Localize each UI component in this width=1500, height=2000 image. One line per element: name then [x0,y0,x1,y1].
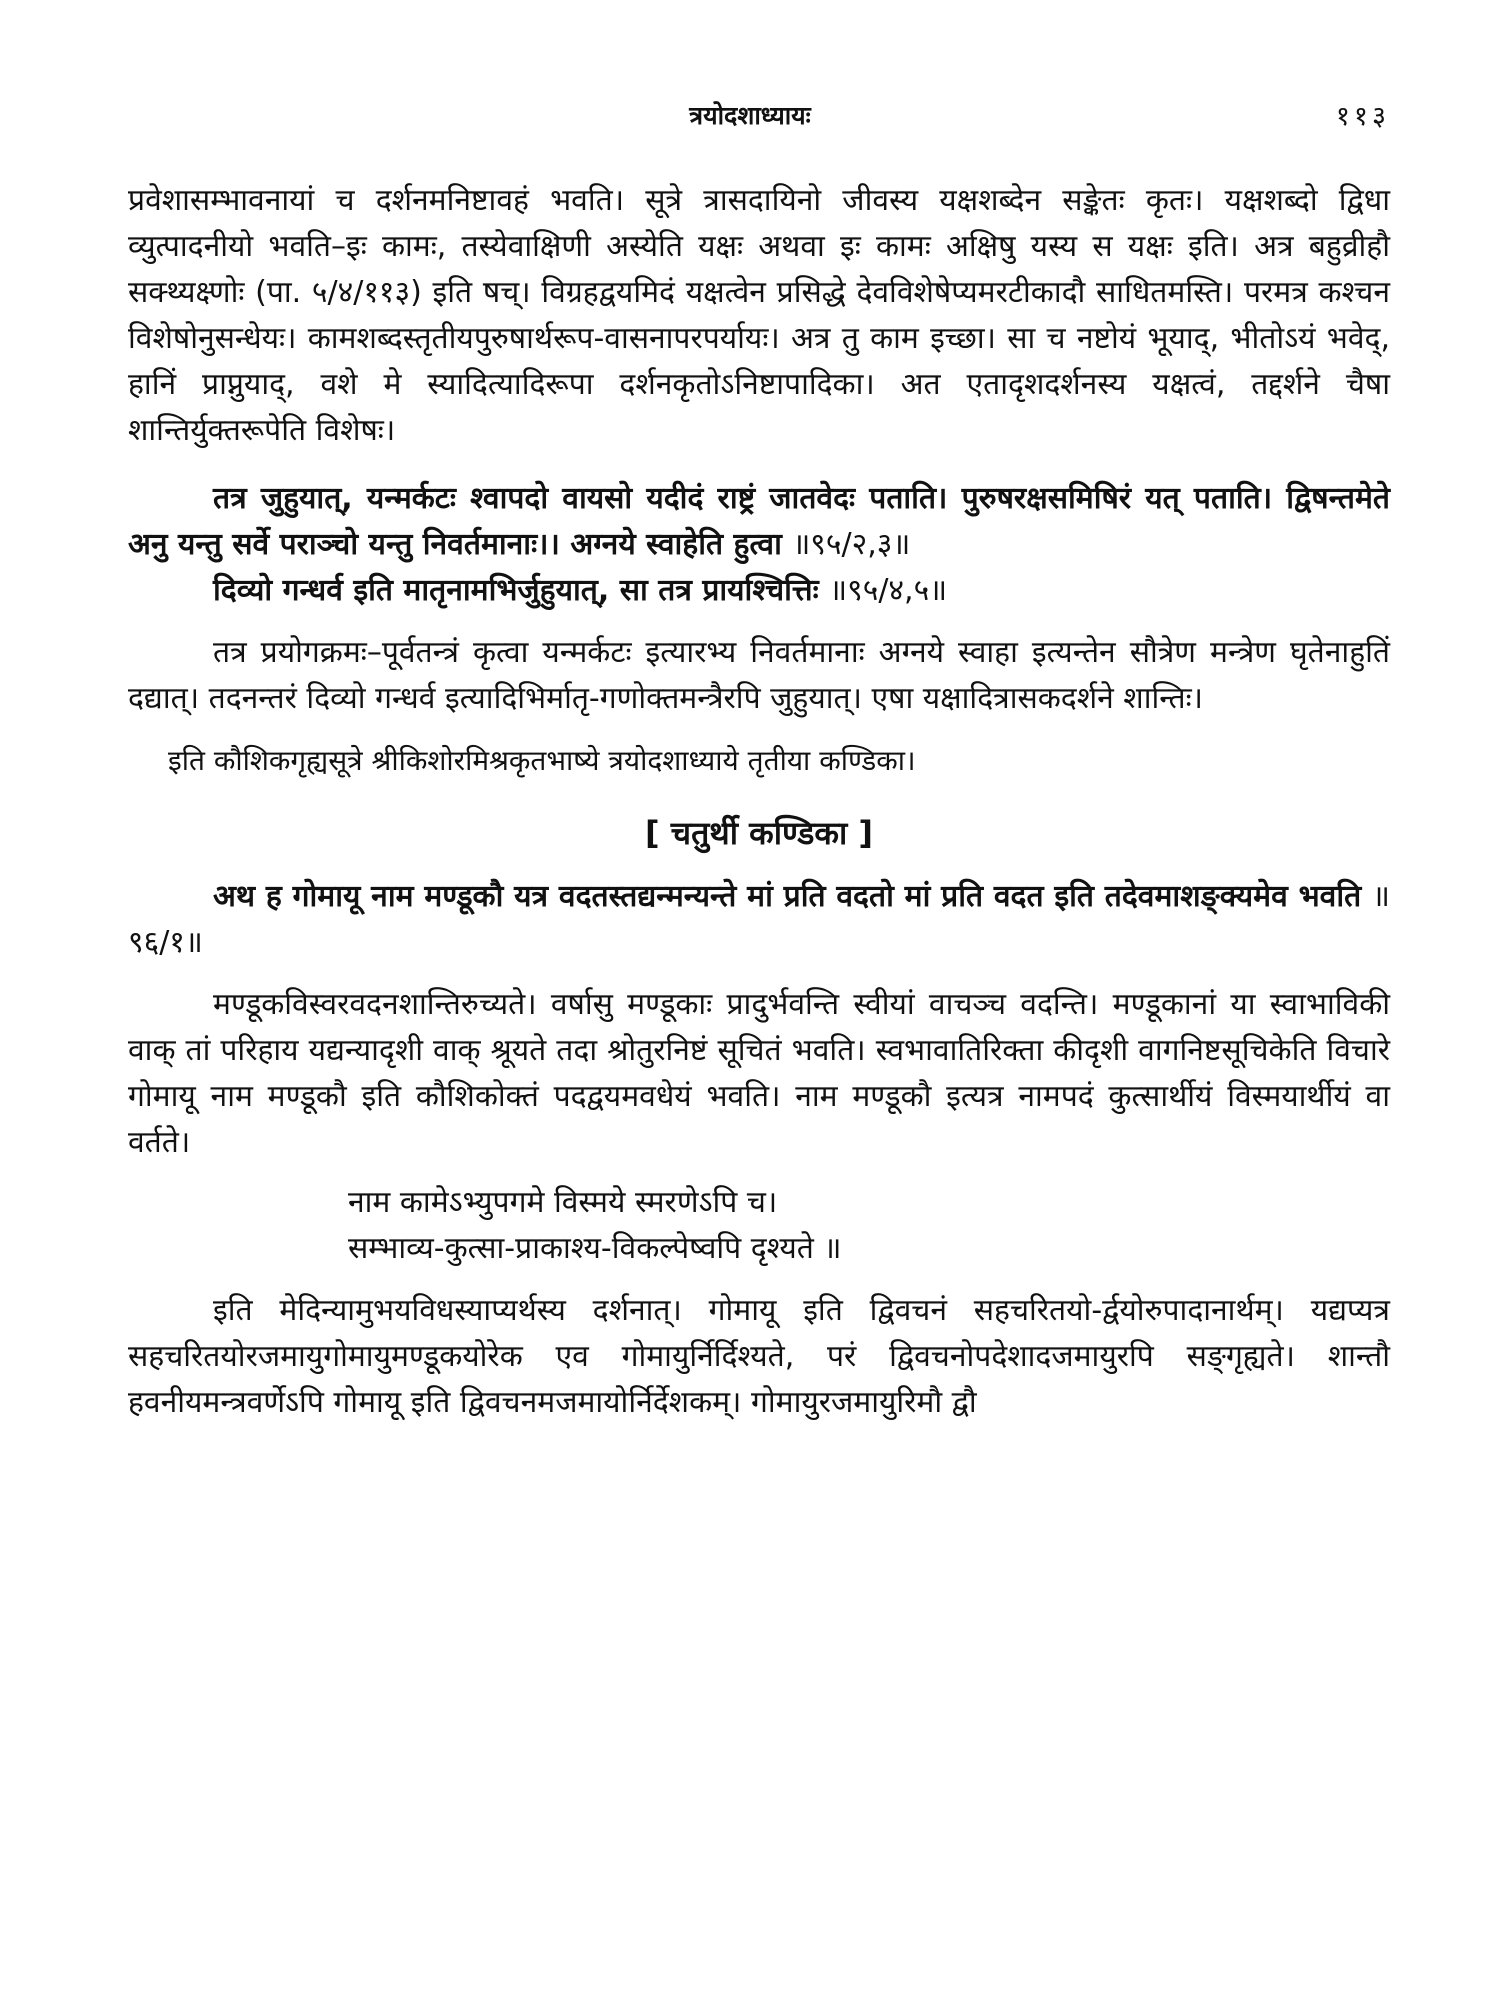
section-colophon: इति कौशिकगृह्यसूत्रे श्रीकिशोरमिश्रकृतभाष्ये त्रयोदशाध्याये तृतीया कण्डिका। [168,744,916,777]
sutra-text: अथ ह गोमायू नाम मण्डूकौ यत्र वदतस्तद्यन्मन्यन्ते मां प्रति वदतो मां प्रति वदत इति तदेवमाशङ्क्यमेव भवति [213,879,1362,914]
sutra-text: दिव्यो गन्धर्व इति मातृनामभिर्जुहुयात्, सा तत्र प्रायश्चित्तिः [213,573,819,608]
running-header-title: त्रयोदशाध्यायः [689,101,811,130]
verse-line-1: नाम कामेऽभ्युपगमे विस्मये स्मरणेऽपि च। [348,1185,778,1220]
sutra-95-2-3 [128,476,1390,568]
section-heading: [ चतुर्थी कण्डिका ] [644,814,874,852]
verse-line-2: सम्भाव्य-कुत्सा-प्राकाश्य-विकल्पेष्वपि दृश्यते ॥ [348,1231,842,1266]
sutra-text: तत्र जुहुयात्, यन्मर्कटः श्वापदो वायसो यदीदं राष्ट्रं जातवेदः पताति। पुरुषरक्षसमिषिरं यत् पताति। द्विषन्तमेते अनु यन्तु सर्वे पराञ्चो यन्तु निवर्तमानाः।। अग्नये स्वाहेति हुत्वा [128,481,1390,562]
commentary-paragraph-4: इति मेदिन्यामुभयविधस्याप्यर्थस्य दर्शनात्। गोमायू इति द्विवचनं सहचरितयो-र्द्वयोरुपादानार्थम्। यद्यप्यत्र सहचरितयोरजमायुगोमायुमण्डूकयोरेक एव गोमायुर्निर्दिश्यते, परं द्विवचनोपदेशादजमायुरपि सङ्गृह्यते। शान्तौ हवनीयमन्त्रवर्णेऽपि गोमायू इति द्विवचनमजमायोर्निर्देशकम्। गोमायुरजमायुरिमौ द्वौ [128,1293,1390,1420]
sutra-96-1 [128,874,1390,966]
commentary-paragraph-1: प्रवेशासम्भावनायां च दर्शनमनिष्टावहं भवति। सूत्रे त्रासदायिनो जीवस्य यक्षशब्देन सङ्केतः कृतः। यक्षशब्दो द्विधा व्युत्पादनीयो भवति–इः कामः, तस्येवाक्षिणी अस्येति यक्षः अथवा इः कामः अक्षिषु यस्य स यक्षः इति। अत्र बहुव्रीहौ सक्थ्यक्ष्णोः (पा. ५/४/११३) इति षच्। विग्रहद्वयमिदं यक्षत्वेन प्रसिद्धे देवविशेषेप्यमरटीकादौ साधितमस्ति। परमत्र कश्चन विशेषोनुसन्धेयः। कामशब्दस्तृतीयपुरुषार्थरूप-वासनापरपर्यायः। अत्र तु काम इच्छा। सा च नष्टोयं भूयाद्, भीतोऽयं भवेद्, हानिं प्राप्नुयाद्, वशे मे स्यादित्यादिरूपा दर्शनकृतोऽनिष्टापादिका। अत एतादृशदर्शनस्य यक्षत्वं, तद्दर्शने चैषा शान्तिर्युक्तरूपेति विशेषः। [128,183,1390,448]
sutra-number: ॥९६/१॥ [128,879,1390,960]
commentary-paragraph-2: तत्र प्रयोगक्रमः–पूर्वतन्त्रं कृत्वा यन्मर्कटः इत्यारभ्य निवर्तमानाः अग्नये स्वाहा इत्यन्तेन सौत्रेण मन्त्रेण घृतेनाहुतिं दद्यात्। तदनन्तरं दिव्यो गन्धर्व इत्यादिभिर्मातृ-गणोक्तमन्त्रैरपि जुहुयात्। एषा यक्षादित्रासकदर्शने शान्तिः। [128,635,1390,716]
page-number: ११३ [1335,101,1390,132]
page-body [128,178,1390,1426]
sutra-number: ॥९५/४,५॥ [829,573,948,608]
quoted-verse [128,1180,1390,1272]
commentary-paragraph-3: मण्डूकविस्वरवदनशान्तिरुच्यते। वर्षासु मण्डूकाः प्रादुर्भवन्ति स्वीयां वाचञ्च वदन्ति। मण्डूकानां या स्वाभाविकी वाक् तां परिहाय यद्यन्यादृशी वाक् श्रूयते तदा श्रोतुरनिष्टं सूचितं भवति। स्वभावातिरिक्ता कीदृशी वागनिष्टसूचिकेति विचारे गोमायू नाम मण्डूकौ इति कौशिकोक्तं पदद्वयमवधेयं भवति। नाम मण्डूकौ इत्यत्र नामपदं कुत्सार्थीयं विस्मयार्थीयं वा वर्तते। [128,987,1390,1160]
sutra-number: ॥९५/२,३॥ [792,527,911,562]
sutra-95-4-5 [128,568,1390,614]
